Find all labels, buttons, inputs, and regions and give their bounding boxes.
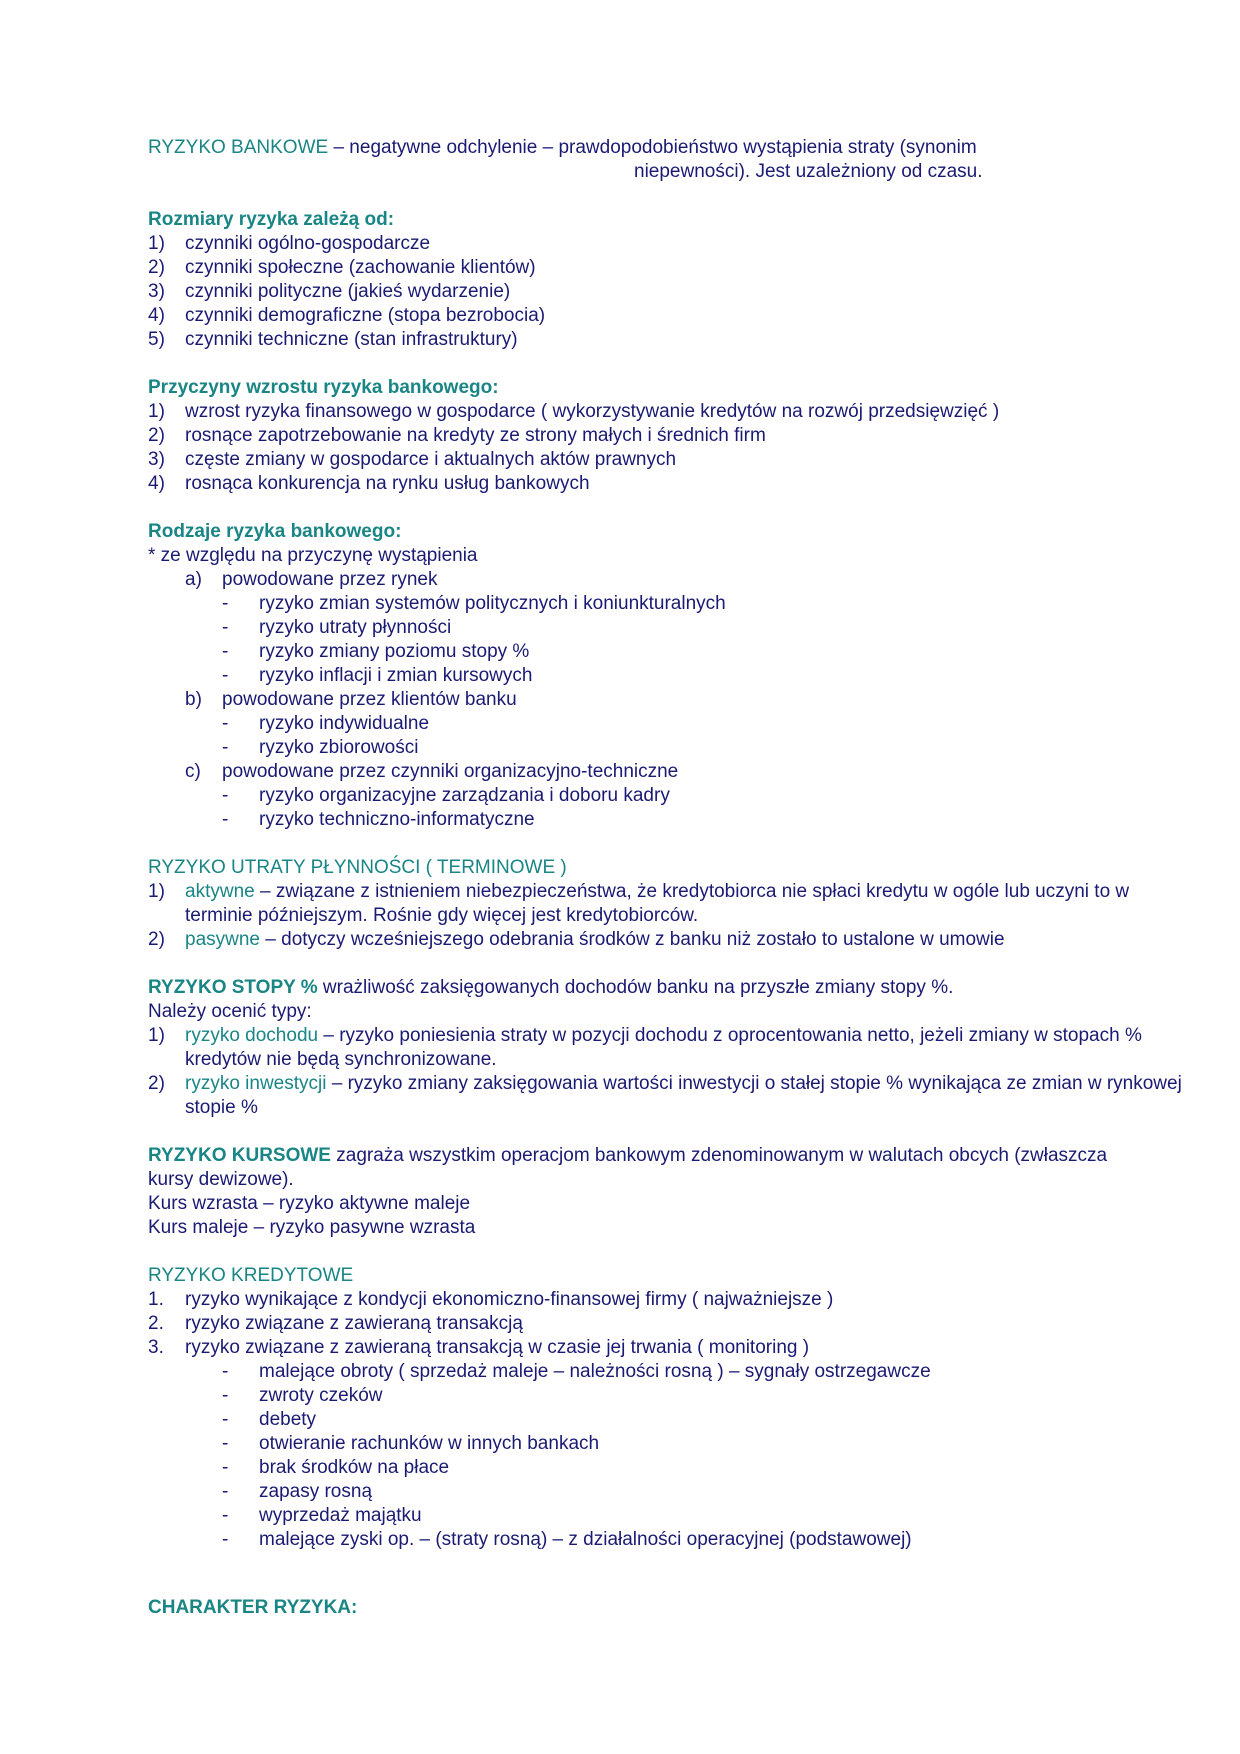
section-heading: RYZYKO UTRATY PŁYNNOŚCI ( TERMINOWE ) bbox=[148, 857, 567, 878]
list-item: 1) ryzyko dochodu – ryzyko poniesienia straty w pozycji dochodu z oprocentowania netto, jeżeli zmiany w stopach % kredytów nie będą synchronizowane. bbox=[148, 1025, 1142, 1070]
section-heading: RYZYKO KREDYTOWE bbox=[148, 1265, 354, 1286]
section-plynnosc bbox=[148, 856, 1188, 952]
section-heading: Przyczyny wzrostu ryzyka bankowego: bbox=[148, 377, 499, 398]
list-item: - otwieranie rachunków w innych bankach bbox=[222, 1433, 600, 1454]
list-item: - ryzyko utraty płynności bbox=[222, 617, 452, 638]
list-item: 1. ryzyko wynikające z kondycji ekonomiczno-finansowej firmy ( najważniejsze ) bbox=[148, 1289, 834, 1310]
list-item: 4) rosnąca konkurencja na rynku usług bankowych bbox=[148, 473, 590, 494]
list-item: 2) ryzyko inwestycji – ryzyko zmiany zaksięgowania wartości inwestycji o stałej stopie % wynikająca ze zmian w rynkowej stopie % bbox=[148, 1073, 1182, 1118]
stopa-line1: RYZYKO STOPY % wrażliwość zaksięgowanych dochodów banku na przyszłe zmiany stopy %. bbox=[148, 977, 954, 998]
intro-line1: – negatywne odchylenie – prawdopodobieństwo wystąpienia straty (synonim bbox=[328, 137, 977, 158]
list-item: 1) czynniki ogólno-gospodarcze bbox=[148, 233, 431, 254]
list-item: - ryzyko zmiany poziomu stopy % bbox=[222, 641, 530, 662]
list-item: - ryzyko inflacji i zmian kursowych bbox=[222, 665, 533, 686]
section-kredytowe bbox=[148, 1264, 1188, 1552]
rodzaje-intro: * ze względu na przyczynę wystąpienia bbox=[148, 545, 478, 566]
list-item: c) powodowane przez czynniki organizacyjno-techniczne bbox=[185, 761, 679, 782]
list-item: - zapasy rosną bbox=[222, 1481, 373, 1502]
list-item: - malejące zyski op. – (straty rosną) – z działalności operacyjnej (podstawowej) bbox=[222, 1529, 912, 1550]
list-item: 4) czynniki demograficzne (stopa bezrobocia) bbox=[148, 305, 546, 326]
list-item: 1) wzrost ryzyka finansowego w gospodarce ( wykorzystywanie kredytów na rozwój przedsięwzięć ) bbox=[148, 401, 1000, 422]
list-item: - ryzyko zbiorowości bbox=[222, 737, 419, 758]
section-stopa bbox=[148, 976, 1188, 1120]
kursowe-paragraph: RYZYKO KURSOWE zagraża wszystkim operacjom bankowym zdenominowanym w walutach obcych (zwłaszcza kursy dewizowe). bbox=[148, 1145, 1108, 1190]
list-item: 1) aktywne – związane z istnieniem niebezpieczeństwa, że kredytobiorca nie spłaci kredytu w ogóle lub uczyni to w terminie późniejszym. Rośnie gdy więcej jest kredytobiorców. bbox=[148, 881, 1130, 926]
intro-line2: niepewności). Jest uzależniony od czasu. bbox=[634, 161, 983, 182]
kursowe-line3: Kurs maleje – ryzyko pasywne wzrasta bbox=[148, 1217, 476, 1238]
list-item: 2) czynniki społeczne (zachowanie klientów) bbox=[148, 257, 536, 278]
section-rodzaje bbox=[148, 520, 1188, 832]
stopa-line2: Należy ocenić typy: bbox=[148, 1001, 312, 1022]
list-item: - brak środków na płace bbox=[222, 1457, 450, 1478]
list-item: - zwroty czeków bbox=[222, 1385, 383, 1406]
section-rozmiary bbox=[148, 208, 1188, 352]
list-item: 3) czynniki polityczne (jakieś wydarzenie) bbox=[148, 281, 511, 302]
list-item: - debety bbox=[222, 1409, 317, 1430]
kursowe-line2: Kurs wzrasta – ryzyko aktywne maleje bbox=[148, 1193, 471, 1214]
intro-term: RYZYKO BANKOWE bbox=[148, 137, 329, 158]
list-item: - ryzyko zmian systemów politycznych i koniunkturalnych bbox=[222, 593, 726, 614]
list-item: 2. ryzyko związane z zawieraną transakcją bbox=[148, 1313, 523, 1334]
list-item: b) powodowane przez klientów banku bbox=[185, 689, 517, 710]
list-item: 5) czynniki techniczne (stan infrastruktury) bbox=[148, 329, 518, 350]
list-item: - ryzyko organizacyjne zarządzania i doboru kadry bbox=[222, 785, 670, 806]
section-heading: Rodzaje ryzyka bankowego: bbox=[148, 521, 402, 542]
section-heading-charakter: CHARAKTER RYZYKA: bbox=[148, 1597, 358, 1618]
list-item: - ryzyko techniczno-informatyczne bbox=[222, 809, 535, 830]
list-item: - ryzyko indywidualne bbox=[222, 713, 430, 734]
list-item: - malejące obroty ( sprzedaż maleje – należności rosną ) – sygnały ostrzegawcze bbox=[222, 1361, 931, 1382]
list-item: 3) częste zmiany w gospodarce i aktualnych aktów prawnych bbox=[148, 449, 677, 470]
section-heading: Rozmiary ryzyka zależą od: bbox=[148, 209, 395, 230]
section-przyczyny bbox=[148, 376, 1188, 496]
section-kursowe bbox=[148, 1144, 1188, 1240]
list-item: 2) pasywne – dotyczy wcześniejszego odebrania środków z banku niż zostało to ustalone w umowie bbox=[148, 929, 1005, 950]
list-item: - wyprzedaż majątku bbox=[222, 1505, 422, 1526]
document-page bbox=[148, 136, 1188, 1620]
list-item: 2) rosnące zapotrzebowanie na kredyty ze strony małych i średnich firm bbox=[148, 425, 766, 446]
list-item: a) powodowane przez rynek bbox=[185, 569, 438, 590]
intro-paragraph bbox=[148, 136, 1188, 184]
list-item: 3. ryzyko związane z zawieraną transakcją w czasie jej trwania ( monitoring ) bbox=[148, 1337, 810, 1358]
